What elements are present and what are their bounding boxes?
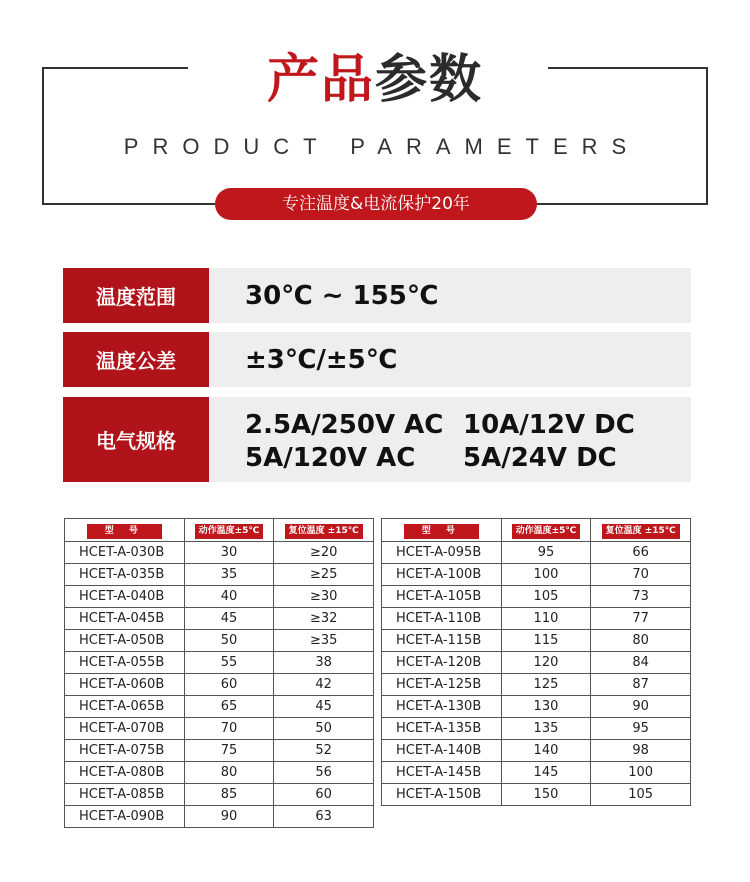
table-row (382, 762, 691, 784)
model-table-right (381, 518, 691, 806)
action-temp-cell: 105 (501, 586, 591, 608)
reset-temp-cell: 70 (591, 564, 691, 586)
table-header-row (65, 519, 374, 542)
reset-temp-cell: 87 (591, 674, 691, 696)
reset-temp-cell: 98 (591, 740, 691, 762)
reset-temp-cell: ≥25 (274, 564, 374, 586)
param-label: 电气规格 (63, 397, 209, 482)
model-cell: HCET-A-055B (65, 652, 185, 674)
page-title (0, 48, 750, 112)
table-row (382, 542, 691, 564)
reset-temp-cell: 90 (591, 696, 691, 718)
frame-line-bottom-left (42, 203, 215, 205)
table-row (65, 784, 374, 806)
param-label: 温度范围 (63, 268, 209, 323)
model-cell: HCET-A-060B (65, 674, 185, 696)
action-temp-cell: 45 (184, 608, 274, 630)
header-action-temp: 动作温度±5℃ (501, 519, 591, 542)
header-action-temp: 动作温度±5℃ (184, 519, 274, 542)
reset-temp-cell: 100 (591, 762, 691, 784)
table-row (382, 608, 691, 630)
action-temp-cell: 65 (184, 696, 274, 718)
action-temp-cell: 130 (501, 696, 591, 718)
model-cell: HCET-A-135B (382, 718, 502, 740)
table-row (382, 740, 691, 762)
header-model: 型 号 (382, 519, 502, 542)
model-cell: HCET-A-130B (382, 696, 502, 718)
reset-temp-cell: ≥20 (274, 542, 374, 564)
model-cell: HCET-A-080B (65, 762, 185, 784)
reset-temp-cell: 38 (274, 652, 374, 674)
spec-item: 5A/24V DC (463, 443, 617, 473)
param-value: ±3℃/±5℃ (245, 344, 398, 375)
model-cell: HCET-A-050B (65, 630, 185, 652)
model-cell: HCET-A-115B (382, 630, 502, 652)
action-temp-cell: 80 (184, 762, 274, 784)
model-cell: HCET-A-145B (382, 762, 502, 784)
model-cell: HCET-A-075B (65, 740, 185, 762)
action-temp-cell: 85 (184, 784, 274, 806)
action-temp-cell: 120 (501, 652, 591, 674)
table-row (382, 564, 691, 586)
table-row (65, 608, 374, 630)
action-temp-cell: 90 (184, 806, 274, 828)
table-row (65, 718, 374, 740)
reset-temp-cell: 84 (591, 652, 691, 674)
model-cell: HCET-A-090B (65, 806, 185, 828)
model-cell: HCET-A-125B (382, 674, 502, 696)
table-row (65, 542, 374, 564)
action-temp-cell: 135 (501, 718, 591, 740)
param-row-temp-range (63, 268, 691, 323)
spec-item: 2.5A/250V AC (245, 410, 444, 440)
action-temp-cell: 75 (184, 740, 274, 762)
reset-temp-cell: ≥32 (274, 608, 374, 630)
model-cell: HCET-A-110B (382, 608, 502, 630)
action-temp-cell: 55 (184, 652, 274, 674)
reset-temp-cell: 80 (591, 630, 691, 652)
reset-temp-cell: ≥35 (274, 630, 374, 652)
model-cell: HCET-A-040B (65, 586, 185, 608)
model-cell: HCET-A-035B (65, 564, 185, 586)
table-row (65, 586, 374, 608)
action-temp-cell: 35 (184, 564, 274, 586)
param-label: 温度公差 (63, 332, 209, 387)
model-cell: HCET-A-105B (382, 586, 502, 608)
model-cell: HCET-A-030B (65, 542, 185, 564)
model-table-left (64, 518, 374, 828)
reset-temp-cell: 73 (591, 586, 691, 608)
reset-temp-cell: 60 (274, 784, 374, 806)
action-temp-cell: 115 (501, 630, 591, 652)
reset-temp-cell: 45 (274, 696, 374, 718)
title-red-part: 产品 (266, 50, 375, 110)
action-temp-cell: 70 (184, 718, 274, 740)
reset-temp-cell: 63 (274, 806, 374, 828)
table-header-row (382, 519, 691, 542)
reset-temp-cell: 66 (591, 542, 691, 564)
table-row (65, 806, 374, 828)
reset-temp-cell: 95 (591, 718, 691, 740)
reset-temp-cell: 42 (274, 674, 374, 696)
reset-temp-cell: 105 (591, 784, 691, 806)
table-row (65, 696, 374, 718)
spec-item: 5A/120V AC (245, 443, 416, 473)
frame-line-bottom-right (537, 203, 708, 205)
model-cell: HCET-A-140B (382, 740, 502, 762)
model-cell: HCET-A-070B (65, 718, 185, 740)
page-subtitle: PRODUCT PARAMETERS (123, 134, 641, 159)
model-cell: HCET-A-065B (65, 696, 185, 718)
param-row-temp-tolerance (63, 332, 691, 387)
table-row (65, 740, 374, 762)
reset-temp-cell: 50 (274, 718, 374, 740)
model-cell: HCET-A-095B (382, 542, 502, 564)
param-value: 30℃ ~ 155℃ (245, 280, 439, 311)
action-temp-cell: 100 (501, 564, 591, 586)
table-row (65, 630, 374, 652)
action-temp-cell: 150 (501, 784, 591, 806)
header-model: 型 号 (65, 519, 185, 542)
table-row (382, 674, 691, 696)
table-row (382, 696, 691, 718)
model-cell: HCET-A-120B (382, 652, 502, 674)
table-row (382, 718, 691, 740)
table-row (382, 586, 691, 608)
model-cell: HCET-A-045B (65, 608, 185, 630)
action-temp-cell: 110 (501, 608, 591, 630)
action-temp-cell: 125 (501, 674, 591, 696)
action-temp-cell: 30 (184, 542, 274, 564)
reset-temp-cell: 77 (591, 608, 691, 630)
title-dark-part: 参数 (375, 50, 484, 110)
model-cell: HCET-A-085B (65, 784, 185, 806)
action-temp-cell: 145 (501, 762, 591, 784)
header-reset-temp: 复位温度 ±15℃ (591, 519, 691, 542)
action-temp-cell: 60 (184, 674, 274, 696)
action-temp-cell: 95 (501, 542, 591, 564)
reset-temp-cell: 52 (274, 740, 374, 762)
table-row (382, 652, 691, 674)
param-row-electrical-spec (63, 397, 691, 482)
reset-temp-cell: 56 (274, 762, 374, 784)
reset-temp-cell: ≥30 (274, 586, 374, 608)
table-row (65, 564, 374, 586)
slogan-badge: 专注温度&电流保护20年 (215, 188, 537, 220)
table-row (65, 674, 374, 696)
spec-item: 10A/12V DC (463, 410, 635, 440)
header-reset-temp: 复位温度 ±15℃ (274, 519, 374, 542)
action-temp-cell: 140 (501, 740, 591, 762)
action-temp-cell: 40 (184, 586, 274, 608)
table-row (382, 630, 691, 652)
table-row (382, 784, 691, 806)
table-row (65, 762, 374, 784)
model-cell: HCET-A-150B (382, 784, 502, 806)
table-row (65, 652, 374, 674)
model-cell: HCET-A-100B (382, 564, 502, 586)
action-temp-cell: 50 (184, 630, 274, 652)
